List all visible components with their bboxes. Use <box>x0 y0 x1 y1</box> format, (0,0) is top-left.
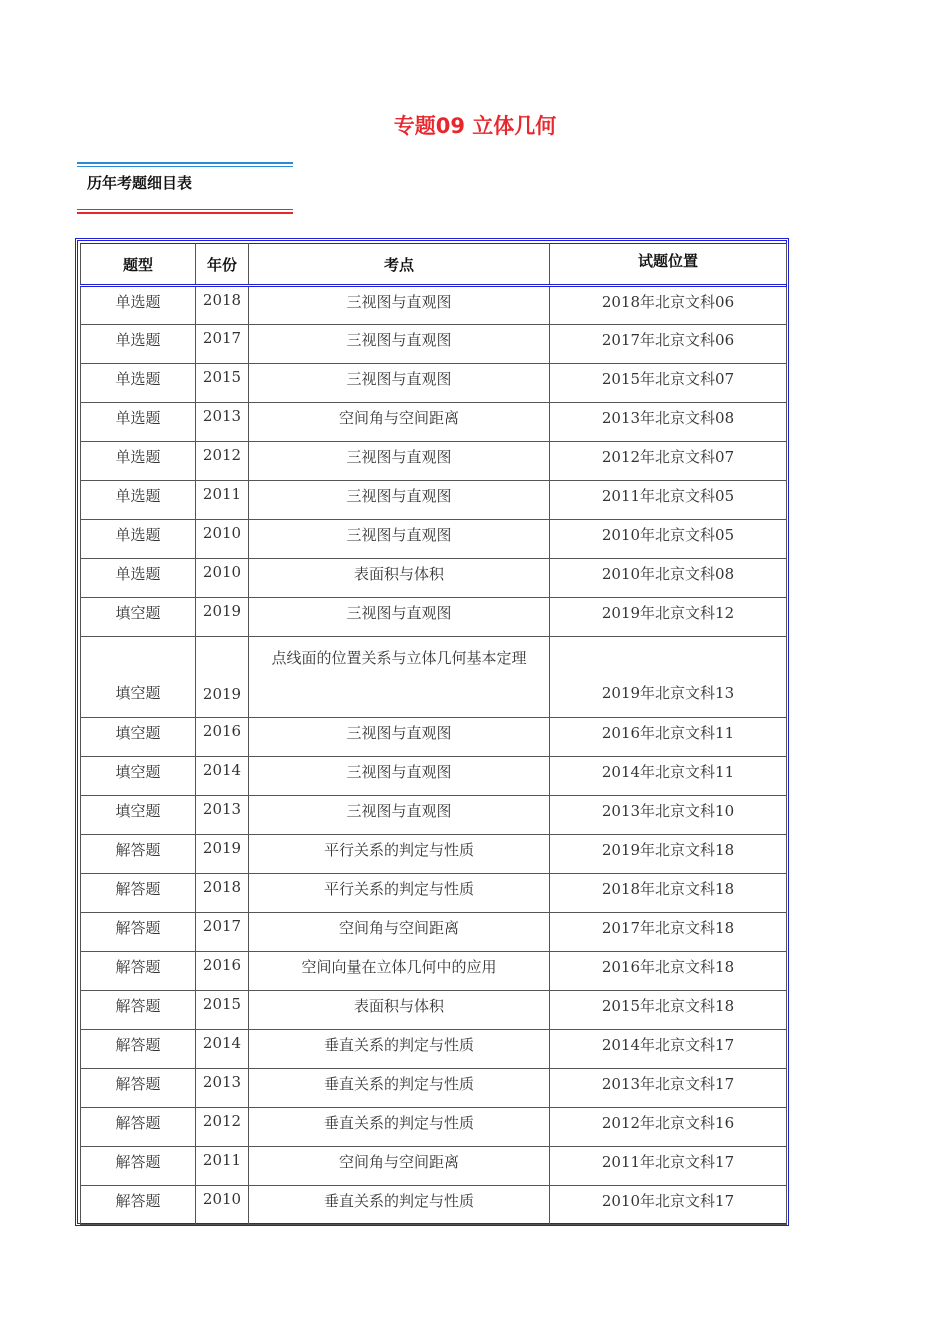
cell-position: 2011年北京文科05 <box>550 481 787 520</box>
cell-year: 2019 <box>196 835 249 874</box>
cell-topic: 三视图与直观图 <box>249 442 550 481</box>
cell-type: 填空题 <box>81 598 196 637</box>
table-row <box>81 1108 787 1147</box>
section-rule-bottom <box>77 209 293 214</box>
cell-topic: 空间角与空间距离 <box>249 1147 550 1186</box>
table-row <box>81 403 787 442</box>
cell-topic: 三视图与直观图 <box>249 598 550 637</box>
cell-type: 解答题 <box>81 1030 196 1069</box>
cell-position: 2014年北京文科17 <box>550 1030 787 1069</box>
cell-position: 2019年北京文科13 <box>550 637 787 718</box>
table-row <box>81 598 787 637</box>
cell-topic: 空间角与空间距离 <box>249 403 550 442</box>
cell-year: 2015 <box>196 364 249 403</box>
cell-position: 2012年北京文科07 <box>550 442 787 481</box>
cell-type: 单选题 <box>81 325 196 364</box>
cell-type: 解答题 <box>81 952 196 991</box>
cell-year: 2012 <box>196 442 249 481</box>
cell-type: 解答题 <box>81 1186 196 1225</box>
cell-position: 2017年北京文科18 <box>550 913 787 952</box>
table-row <box>81 364 787 403</box>
cell-topic: 三视图与直观图 <box>249 286 550 325</box>
cell-year: 2018 <box>196 874 249 913</box>
cell-year: 2019 <box>196 637 249 718</box>
exam-table <box>80 243 787 1225</box>
cell-type: 单选题 <box>81 520 196 559</box>
table-row <box>81 1069 787 1108</box>
cell-type: 填空题 <box>81 637 196 718</box>
table-row <box>81 913 787 952</box>
table-row <box>81 952 787 991</box>
cell-year: 2010 <box>196 559 249 598</box>
cell-topic: 空间角与空间距离 <box>249 913 550 952</box>
cell-type: 填空题 <box>81 757 196 796</box>
cell-position: 2018年北京文科06 <box>550 286 787 325</box>
cell-position: 2010年北京文科08 <box>550 559 787 598</box>
cell-position: 2018年北京文科18 <box>550 874 787 913</box>
cell-topic <box>249 637 550 718</box>
cell-position: 2010年北京文科17 <box>550 1186 787 1225</box>
section-rule-top <box>77 162 293 167</box>
cell-type: 解答题 <box>81 874 196 913</box>
cell-topic-text: 点线面的位置关系与立体几何基本定理 <box>271 649 527 667</box>
cell-type: 单选题 <box>81 559 196 598</box>
table-row <box>81 442 787 481</box>
header-year: 年份 <box>196 244 249 286</box>
table-body <box>81 286 787 1225</box>
cell-topic: 三视图与直观图 <box>249 757 550 796</box>
table-row <box>81 559 787 598</box>
page-title: 专题09 立体几何 <box>393 114 557 138</box>
table-row <box>81 520 787 559</box>
cell-position: 2013年北京文科10 <box>550 796 787 835</box>
cell-year: 2015 <box>196 991 249 1030</box>
cell-year: 2014 <box>196 1030 249 1069</box>
cell-position: 2015年北京文科18 <box>550 991 787 1030</box>
cell-type: 单选题 <box>81 442 196 481</box>
cell-type: 解答题 <box>81 1147 196 1186</box>
cell-type: 单选题 <box>81 403 196 442</box>
cell-position: 2014年北京文科11 <box>550 757 787 796</box>
cell-year: 2013 <box>196 1069 249 1108</box>
table-frame <box>75 238 789 1226</box>
cell-type: 解答题 <box>81 835 196 874</box>
table-row <box>81 1030 787 1069</box>
cell-year: 2011 <box>196 481 249 520</box>
header-type: 题型 <box>81 244 196 286</box>
cell-topic: 三视图与直观图 <box>249 718 550 757</box>
cell-topic: 三视图与直观图 <box>249 364 550 403</box>
cell-type: 单选题 <box>81 364 196 403</box>
cell-topic: 三视图与直观图 <box>249 481 550 520</box>
cell-type: 填空题 <box>81 718 196 757</box>
cell-type: 单选题 <box>81 481 196 520</box>
table-row <box>81 1147 787 1186</box>
cell-topic: 垂直关系的判定与性质 <box>249 1108 550 1147</box>
cell-topic: 表面积与体积 <box>249 991 550 1030</box>
table-row <box>81 835 787 874</box>
table-row <box>81 718 787 757</box>
cell-year: 2011 <box>196 1147 249 1186</box>
cell-year: 2010 <box>196 1186 249 1225</box>
cell-position: 2013年北京文科08 <box>550 403 787 442</box>
cell-year: 2016 <box>196 718 249 757</box>
cell-year: 2013 <box>196 403 249 442</box>
cell-position: 2019年北京文科18 <box>550 835 787 874</box>
section-header <box>77 162 293 214</box>
cell-position: 2016年北京文科11 <box>550 718 787 757</box>
cell-position: 2012年北京文科16 <box>550 1108 787 1147</box>
cell-position: 2015年北京文科07 <box>550 364 787 403</box>
cell-year: 2013 <box>196 796 249 835</box>
cell-year: 2016 <box>196 952 249 991</box>
table-row <box>81 1186 787 1225</box>
cell-topic: 垂直关系的判定与性质 <box>249 1186 550 1225</box>
table-row <box>81 991 787 1030</box>
table-row <box>81 874 787 913</box>
cell-topic: 垂直关系的判定与性质 <box>249 1069 550 1108</box>
cell-position: 2011年北京文科17 <box>550 1147 787 1186</box>
cell-year: 2017 <box>196 325 249 364</box>
cell-position: 2010年北京文科05 <box>550 520 787 559</box>
cell-topic: 平行关系的判定与性质 <box>249 874 550 913</box>
cell-position: 2016年北京文科18 <box>550 952 787 991</box>
cell-year: 2014 <box>196 757 249 796</box>
cell-type: 解答题 <box>81 913 196 952</box>
cell-position: 2013年北京文科17 <box>550 1069 787 1108</box>
header-topic: 考点 <box>249 244 550 286</box>
cell-type: 解答题 <box>81 991 196 1030</box>
table-row <box>81 796 787 835</box>
cell-year: 2010 <box>196 520 249 559</box>
section-label: 历年考题细目表 <box>87 174 193 192</box>
table-row <box>81 757 787 796</box>
cell-topic: 表面积与体积 <box>249 559 550 598</box>
table-row <box>81 637 787 718</box>
table-row <box>81 325 787 364</box>
cell-topic: 空间向量在立体几何中的应用 <box>249 952 550 991</box>
cell-type: 填空题 <box>81 796 196 835</box>
cell-type: 解答题 <box>81 1108 196 1147</box>
cell-topic: 三视图与直观图 <box>249 325 550 364</box>
cell-type: 单选题 <box>81 286 196 325</box>
cell-type: 解答题 <box>81 1069 196 1108</box>
cell-year: 2017 <box>196 913 249 952</box>
cell-position: 2017年北京文科06 <box>550 325 787 364</box>
cell-year: 2012 <box>196 1108 249 1147</box>
table-row <box>81 481 787 520</box>
header-position: 试题位置 <box>550 244 787 286</box>
cell-position: 2019年北京文科12 <box>550 598 787 637</box>
cell-topic: 垂直关系的判定与性质 <box>249 1030 550 1069</box>
table-row <box>81 286 787 325</box>
cell-topic: 平行关系的判定与性质 <box>249 835 550 874</box>
table-header-row <box>81 244 787 286</box>
cell-year: 2018 <box>196 286 249 325</box>
cell-topic: 三视图与直观图 <box>249 796 550 835</box>
cell-year: 2019 <box>196 598 249 637</box>
cell-topic: 三视图与直观图 <box>249 520 550 559</box>
